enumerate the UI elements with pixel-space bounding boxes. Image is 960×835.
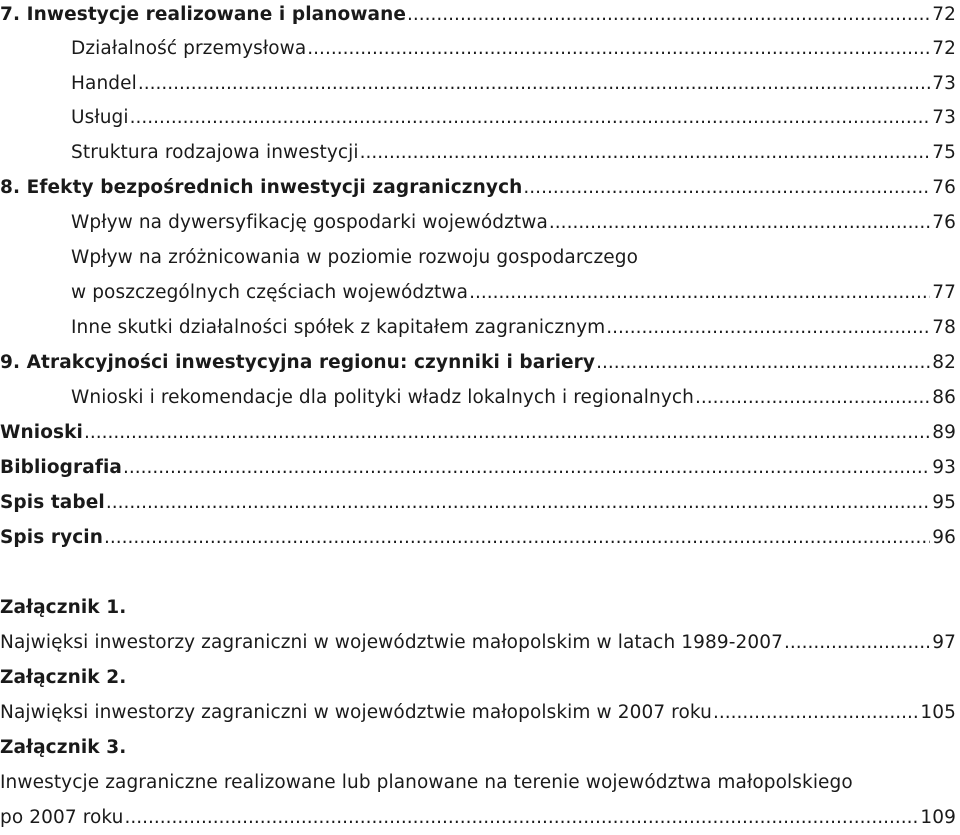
toc-entry-label: Najwięksi inwestorzy zagraniczni w województwie małopolskim w latach 1989-2007 [0, 632, 783, 653]
toc-entry-label: Bibliografia [0, 457, 123, 478]
toc-entry-label: Wpływ na zróżnicowania w poziomie rozwoju gospodarczego [71, 247, 638, 268]
toc-entry-dzialalnosc-przemyslowa[interactable] [0, 31, 960, 66]
leader-dots [606, 317, 930, 338]
toc-entry-zalacznik-3-line2[interactable] [0, 800, 960, 835]
toc-entry-page: 109 [920, 807, 956, 828]
toc-entry-wnioski[interactable] [0, 415, 960, 450]
toc-entry-label: Spis tabel [0, 492, 105, 513]
toc-entry-page: 95 [932, 492, 956, 513]
toc-entry-label: Usługi [71, 107, 129, 128]
toc-entry-bibliografia[interactable] [0, 450, 960, 485]
toc-entry-label: Załącznik 3. [0, 737, 127, 758]
toc-entry-page: 78 [932, 317, 956, 338]
toc-entry-label: Działalność przemysłowa [71, 38, 307, 59]
leader-dots [713, 702, 918, 723]
toc-entry-page: 82 [932, 352, 956, 373]
toc-entry-page: 76 [932, 212, 956, 233]
toc-entry-handel[interactable] [0, 66, 960, 101]
toc-entry-wnioski-i-rekomendacje[interactable] [0, 380, 960, 415]
toc-entry-label: Spis rycin [0, 527, 104, 548]
toc-entry-label: w poszczególnych częściach województwa [71, 282, 469, 303]
leader-dots [125, 807, 919, 828]
leader-dots [104, 527, 930, 548]
toc-entry-zalacznik-2[interactable] [0, 695, 960, 730]
toc-entry-page: 73 [932, 107, 956, 128]
toc-entry-struktura-rodzajowa[interactable] [0, 135, 960, 170]
toc-entry-label: 7. Inwestycje realizowane i planowane [0, 4, 407, 25]
toc-entry-dywersyfikacja[interactable] [0, 205, 960, 240]
toc-entry-label: Struktura rodzajowa inwestycji [71, 142, 359, 163]
toc-entry-label: Najwięksi inwestorzy zagraniczni w województwie małopolskim w 2007 roku [0, 702, 712, 723]
toc-entry-zalacznik-2-heading[interactable] [0, 660, 960, 695]
toc-entry-page: 96 [932, 527, 956, 548]
toc-entry-page: 76 [932, 177, 956, 198]
leader-dots [469, 282, 930, 303]
toc-entry-label: po 2007 roku [0, 807, 124, 828]
toc-entry-label: Inwestycje zagraniczne realizowane lub planowane na terenie województwa małopolskiego [0, 772, 853, 793]
toc-entry-label: Wnioski [0, 422, 83, 443]
toc-entry-page: 77 [932, 282, 956, 303]
leader-dots [596, 352, 930, 373]
leader-dots [84, 422, 930, 443]
toc-entry-page: 93 [932, 457, 956, 478]
toc-entry-label: Handel [71, 73, 137, 94]
toc-entry-zalacznik-1[interactable] [0, 625, 960, 660]
leader-dots [106, 492, 930, 513]
leader-dots [784, 632, 930, 653]
leader-dots [695, 387, 930, 408]
toc-entry-uslugi[interactable] [0, 100, 960, 135]
toc-entry-inne-skutki[interactable] [0, 310, 960, 345]
toc-entry-page: 97 [932, 632, 956, 653]
toc-entry-label: 8. Efekty bezpośrednich inwestycji zagranicznych [0, 177, 523, 198]
toc-entry-label: 9. Atrakcyjności inwestycyjna regionu: czynniki i bariery [0, 352, 596, 373]
toc-entry-page: 72 [932, 4, 956, 25]
leader-dots [138, 73, 930, 94]
leader-dots [360, 142, 931, 163]
toc-entry-chapter-9[interactable] [0, 345, 960, 380]
toc-entry-spis-rycin[interactable] [0, 520, 960, 555]
toc-entry-label: Wnioski i rekomendacje dla polityki władz lokalnych i regionalnych [71, 387, 694, 408]
toc-entry-page: 86 [932, 387, 956, 408]
toc-entry-zroznicowania-line2[interactable] [0, 275, 960, 310]
toc-entry-label: Załącznik 2. [0, 667, 127, 688]
toc-entry-zalacznik-3-heading[interactable] [0, 730, 960, 765]
toc-entry-page: 75 [932, 142, 956, 163]
toc-entry-zalacznik-3-line1[interactable] [0, 765, 960, 800]
toc-entry-label: Wpływ na dywersyfikację gospodarki województwa [71, 212, 548, 233]
toc-entry-chapter-7[interactable] [0, 0, 960, 32]
toc-entry-page: 73 [932, 73, 956, 94]
leader-dots [407, 4, 930, 25]
toc-entry-label: Inne skutki działalności spółek z kapitałem zagranicznym [71, 317, 606, 338]
leader-dots [123, 457, 930, 478]
leader-dots [523, 177, 930, 198]
leader-dots [130, 107, 931, 128]
toc-entry-zroznicowania-line1[interactable] [0, 240, 960, 275]
toc-entry-page: 89 [932, 422, 956, 443]
toc-entry-page: 72 [932, 38, 956, 59]
toc-entry-label: Załącznik 1. [0, 597, 127, 618]
toc-entry-zalacznik-1-heading[interactable] [0, 590, 960, 625]
leader-dots [307, 38, 930, 59]
toc-entry-chapter-8[interactable] [0, 170, 960, 205]
leader-dots [549, 212, 930, 233]
toc-entry-spis-tabel[interactable] [0, 485, 960, 520]
toc-entry-page: 105 [920, 702, 956, 723]
